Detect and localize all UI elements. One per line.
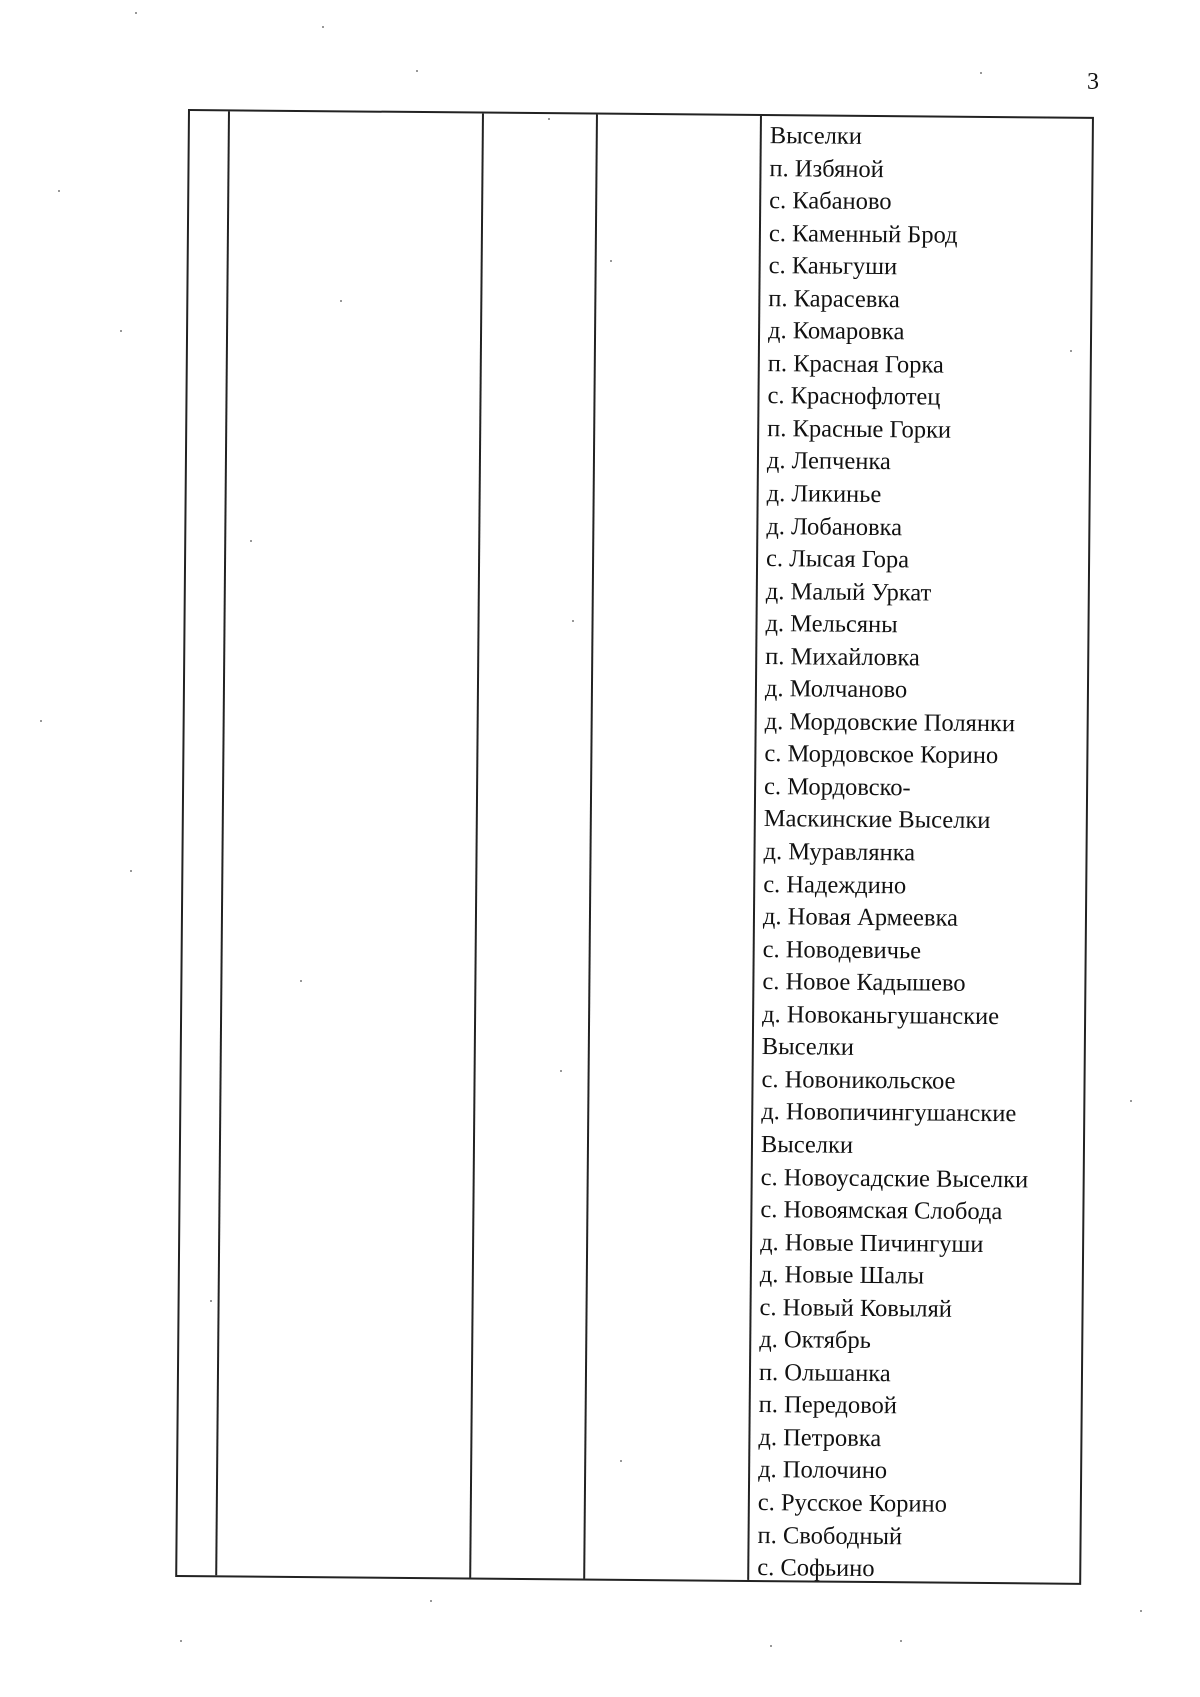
scan-speck bbox=[1130, 1100, 1132, 1102]
column-divider bbox=[583, 115, 598, 1579]
settlement-item: с. Новый Ковыляй bbox=[759, 1293, 953, 1323]
settlement-item bbox=[764, 771, 1083, 839]
settlement-item: д. Лепченка bbox=[766, 447, 891, 476]
settlement-item: с. Кабаново bbox=[769, 187, 892, 216]
scan-speck bbox=[980, 72, 982, 74]
settlements-cell bbox=[757, 120, 1088, 1587]
settlement-item: д. Муравлянка bbox=[763, 838, 916, 867]
settlement-item-line: с. Мордовско- bbox=[763, 772, 911, 802]
settlement-item-line: Выселки bbox=[761, 1033, 855, 1062]
scan-speck bbox=[210, 1300, 212, 1302]
settlement-item: с. Новоникольское bbox=[761, 1065, 956, 1095]
settlement-item: д. Мордовские Полянки bbox=[764, 707, 1016, 738]
settlement-item bbox=[761, 1096, 1080, 1164]
settlement-item: с. Надеждино bbox=[763, 870, 907, 899]
settlement-item: с. Русское Корино bbox=[757, 1488, 948, 1518]
scan-speck bbox=[58, 190, 60, 192]
settlement-item: с. Каменный Брод bbox=[768, 219, 958, 249]
settlement-item: с. Лысая Гора bbox=[765, 545, 910, 574]
settlement-item: д. Мельсяны bbox=[765, 610, 898, 639]
scan-speck bbox=[135, 12, 137, 14]
settlements-table bbox=[175, 109, 1094, 1585]
scan-speck bbox=[250, 540, 252, 542]
scan-speck bbox=[322, 26, 324, 28]
settlement-item: д. Новые Пичингуши bbox=[760, 1228, 984, 1258]
scan-speck bbox=[548, 118, 550, 120]
scan-speck bbox=[620, 1460, 622, 1462]
page-number: 3 bbox=[1087, 69, 1099, 95]
column-divider bbox=[215, 111, 230, 1575]
settlement-item: п. Избяной bbox=[769, 154, 884, 183]
settlement-item: д. Новые Шалы bbox=[759, 1261, 925, 1290]
settlement-item: с. Новодевичье bbox=[762, 935, 922, 965]
scan-speck bbox=[180, 1640, 182, 1642]
settlement-item: д. Октябрь bbox=[759, 1326, 871, 1355]
settlement-item: п. Красная Горка bbox=[767, 349, 944, 379]
scan-speck bbox=[40, 720, 42, 722]
settlement-item: д. Молчаново bbox=[764, 675, 908, 704]
settlement-item: п. Свободный bbox=[757, 1521, 903, 1550]
settlement-item-line: д. Новоканьгушанские bbox=[762, 1000, 1000, 1030]
column-divider bbox=[469, 114, 484, 1578]
scan-speck bbox=[1140, 1610, 1142, 1612]
settlement-item: д. Петровка bbox=[758, 1423, 882, 1452]
settlement-item: д. Ликинье bbox=[766, 480, 882, 509]
settlement-item: п. Карасевка bbox=[768, 284, 900, 313]
scan-speck bbox=[1070, 350, 1072, 352]
scan-speck bbox=[300, 980, 302, 982]
settlement-item-line: Выселки bbox=[760, 1130, 854, 1159]
settlement-item: с. Софьино bbox=[757, 1554, 875, 1583]
settlement-item-line: д. Новопичингушанские bbox=[761, 1098, 1017, 1128]
settlement-item: д. Новая Армеевка bbox=[762, 903, 959, 932]
settlement-item: п. Передовой bbox=[758, 1391, 898, 1420]
settlement-item: п. Михайловка bbox=[765, 642, 920, 672]
scan-speck bbox=[340, 300, 342, 302]
settlement-item: д. Лобановка bbox=[766, 512, 903, 541]
settlement-item: д. Комаровка bbox=[767, 317, 905, 346]
scan-speck bbox=[610, 260, 612, 262]
settlement-item: с. Каньгуши bbox=[768, 252, 898, 281]
settlement-item: д. Малый Уркат bbox=[765, 577, 932, 607]
settlement-item: с. Новоямская Слобода bbox=[760, 1196, 1003, 1226]
settlement-item: п. Красные Горки bbox=[767, 414, 952, 444]
scan-speck bbox=[560, 1070, 562, 1072]
settlement-item: Выселки bbox=[769, 122, 862, 150]
settlement-item: с. Мордовское Корино bbox=[764, 740, 999, 770]
scan-speck bbox=[120, 330, 122, 332]
settlement-item: с. Краснофлотец bbox=[767, 382, 941, 411]
settlement-item: с. Новое Кадышево bbox=[762, 968, 966, 998]
settlement-item: п. Ольшанка bbox=[758, 1358, 891, 1387]
scan-speck bbox=[416, 70, 418, 72]
settlement-item: с. Новоусадские Выселки bbox=[760, 1163, 1029, 1193]
scan-speck bbox=[572, 620, 574, 622]
settlement-item bbox=[762, 999, 1081, 1067]
settlement-item: д. Полочино bbox=[758, 1456, 888, 1485]
scan-speck bbox=[430, 1600, 432, 1602]
scan-speck bbox=[130, 870, 132, 872]
scan-speck bbox=[770, 1645, 772, 1647]
scan-speck bbox=[900, 1640, 902, 1642]
settlement-item-line: Маскинские Выселки bbox=[763, 805, 991, 835]
